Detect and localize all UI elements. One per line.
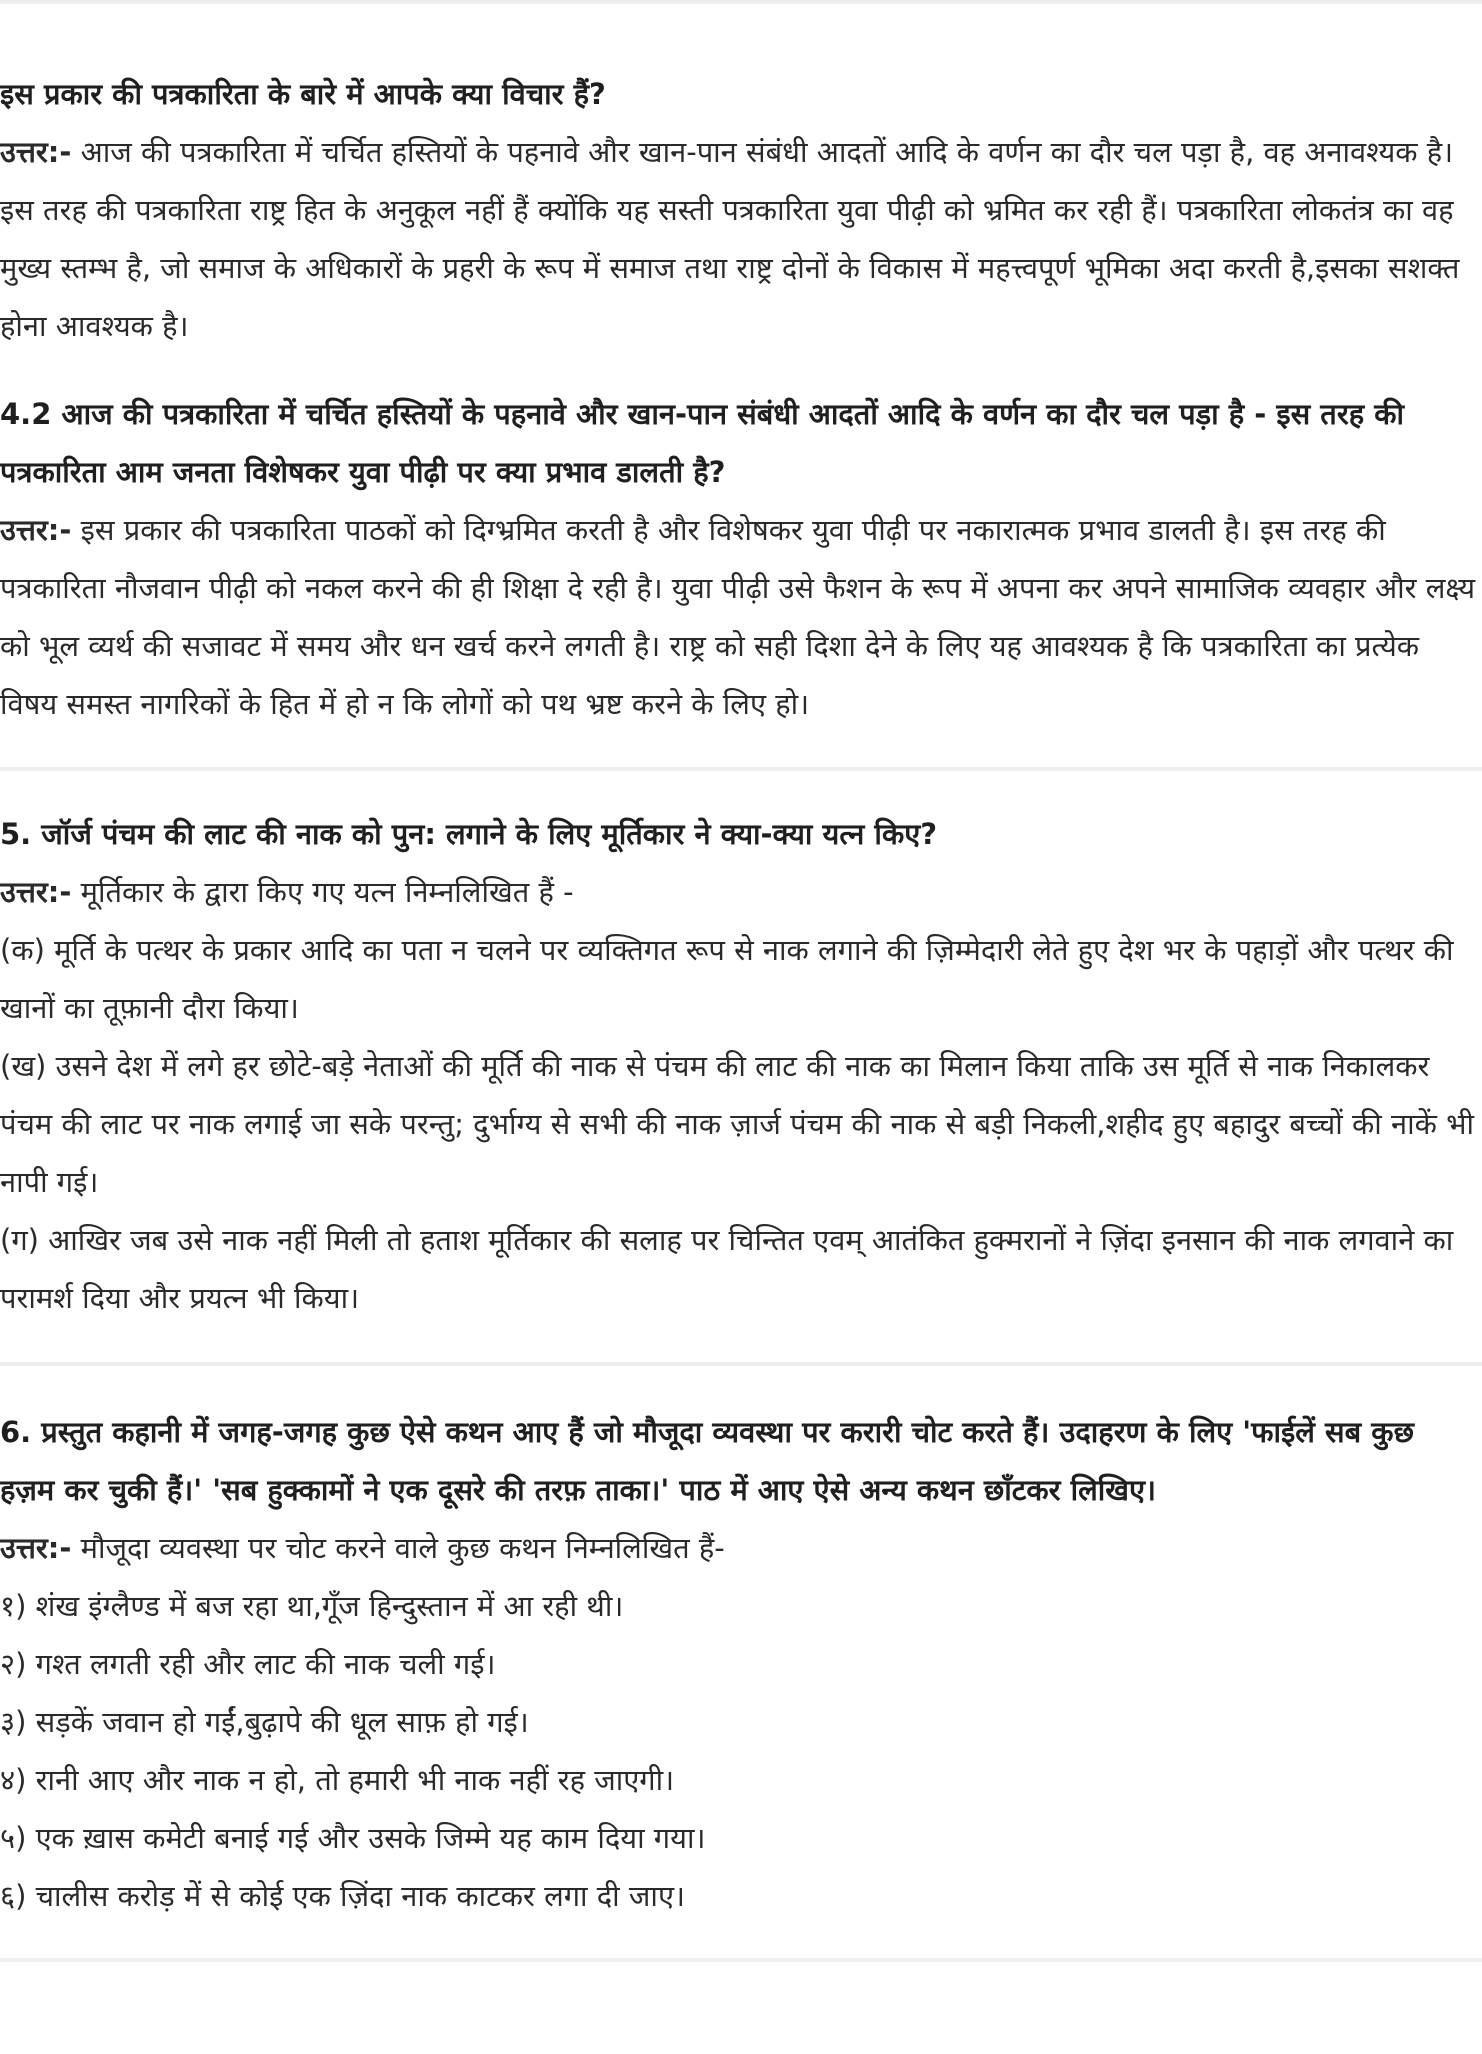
answer-point: (ग) आखिर जब उसे नाक नहीं मिली तो हताश मूर्तिकार की सलाह पर चिन्तित एवम् आतंकित हुक्मरानों ने ज़िंदा इनसान की नाक लगवाने का परामर्श दिया और प्रयत्न भी किया। bbox=[0, 1223, 1454, 1315]
answer-point: २) गश्त लगती रही और लाट की नाक चली गई। bbox=[0, 1647, 496, 1681]
qa-section-4 bbox=[0, 1403, 1478, 1925]
answer-paragraph bbox=[0, 123, 1478, 355]
question-text: इस प्रकार की पत्रकारिता के बारे में आपके क्या विचार हैं? bbox=[0, 77, 606, 111]
answer-text: मूर्तिकार के द्वारा किए गए यत्न निम्नलिखित हैं - bbox=[80, 875, 574, 909]
divider bbox=[0, 767, 1482, 771]
answer-text: आज की पत्रकारिता में चर्चित हस्तियों के पहनावे और खान-पान संबंधी आदतों आदि के वर्णन का दौर चल पड़ा है, वह अनावश्यक है। इस तरह की पत्रकारिता राष्ट्र हित के अनुकूल नहीं हैं क्योंकि यह सस्ती पत्रकारिता युवा पीढ़ी को भ्रमित कर रही हैं। पत्रकारिता लोकतंत्र का वह मुख्य स्तम्भ है, जो समाज के अधिकारों के प्रहरी के रूप में समाज तथा राष्ट्र दोनों के विकास में महत्त्वपूर्ण भूमिका अदा करती है,इसका सशक्त होना आवश्यक है। bbox=[0, 135, 1460, 343]
answer-paragraph bbox=[0, 863, 1478, 921]
qa-section-2 bbox=[0, 385, 1478, 733]
answer-text: मौजूदा व्यवस्था पर चोट करने वाले कुछ कथन निम्नलिखित हैं- bbox=[80, 1531, 725, 1565]
qa-section-3 bbox=[0, 805, 1478, 1327]
answer-label: उत्तर:- bbox=[0, 1531, 72, 1565]
answer-point: ६) चालीस करोड़ में से कोई एक ज़िंदा नाक काटकर लगा दी जाए। bbox=[0, 1879, 685, 1913]
answer-point: ३) सड़कें जवान हो गईं,बुढ़ापे की धूल साफ़ हो गई। bbox=[0, 1705, 529, 1739]
divider bbox=[0, 0, 1482, 4]
answer-label: उत्तर:- bbox=[0, 135, 72, 169]
question-text: 6. प्रस्तुत कहानी में जगह-जगह कुछ ऐसे कथन आए हैं जो मौजूदा व्यवस्था पर करारी चोट करते हैं। उदाहरण के लिए 'फाईलें सब कुछ हज़म कर चुकी हैं।' 'सब हुक्कामों ने एक दूसरे की तरफ़ ताका।' पाठ में आए ऐसे अन्य कथन छाँटकर लिखिए। bbox=[0, 1415, 1414, 1507]
question-text: 5. जॉर्ज पंचम की लाट की नाक को पुन: लगाने के लिए मूर्तिकार ने क्या-क्या यत्न किए? bbox=[0, 817, 938, 851]
answer-point: १) शंख इंग्लैण्ड में बज रहा था,गूँज हिन्दुस्तान में आ रही थी। bbox=[0, 1589, 624, 1623]
answer-paragraph bbox=[0, 1519, 1478, 1577]
answer-text: इस प्रकार की पत्रकारिता पाठकों को दिग्भ्रमित करती है और विशेषकर युवा पीढ़ी पर नकारात्मक प्रभाव डालती है। इस तरह की पत्रकारिता नौजवान पीढ़ी को नकल करने की ही शिक्षा दे रही है। युवा पीढ़ी उसे फैशन के रूप में अपना कर अपने सामाजिक व्यवहार और लक्ष्य को भूल व्यर्थ की सजावट में समय और धन खर्च करने लगती है। राष्ट्र को सही दिशा देने के लिए यह आवश्यक है कि पत्रकारिता का प्रत्येक विषय समस्त नागरिकों के हित में हो न कि लोगों को पथ भ्रष्ट करने के लिए हो। bbox=[0, 513, 1476, 721]
divider bbox=[0, 1362, 1482, 1366]
qa-section-1 bbox=[0, 65, 1478, 355]
divider bbox=[0, 1958, 1482, 1962]
answer-point: ४) रानी आए और नाक न हो, तो हमारी भी नाक नहीं रह जाएगी। bbox=[0, 1763, 675, 1797]
answer-label: उत्तर:- bbox=[0, 875, 72, 909]
answer-label: उत्तर:- bbox=[0, 513, 72, 547]
answer-point: ५) एक ख़ास कमेटी बनाई गई और उसके जिम्मे यह काम दिया गया। bbox=[0, 1821, 706, 1855]
answer-point: (क) मूर्ति के पत्थर के प्रकार आदि का पता न चलने पर व्यक्तिगत रूप से नाक लगाने की ज़िम्मेदारी लेते हुए देश भर के पहाड़ों और पत्थर की खानों का तूफ़ानी दौरा किया। bbox=[0, 933, 1454, 1025]
question-text: 4.2 आज की पत्रकारिता में चर्चित हस्तियों के पहनावे और खान-पान संबंधी आदतों आदि के वर्णन का दौर चल पड़ा है - इस तरह की पत्रकारिता आम जनता विशेषकर युवा पीढ़ी पर क्या प्रभाव डालती है? bbox=[0, 397, 1404, 489]
answer-point: (ख) उसने देश में लगे हर छोटे-बड़े नेताओं की मूर्ति की नाक से पंचम की लाट की नाक का मिलान किया ताकि उस मूर्ति से नाक निकालकर पंचम की लाट पर नाक लगाई जा सके परन्तु; दुर्भाग्य से सभी की नाक ज़ार्ज पंचम की नाक से बड़ी निकली,शहीद हुए बहादुर बच्चों की नाकें भी नापी गई। bbox=[0, 1049, 1474, 1199]
answer-paragraph bbox=[0, 501, 1478, 733]
